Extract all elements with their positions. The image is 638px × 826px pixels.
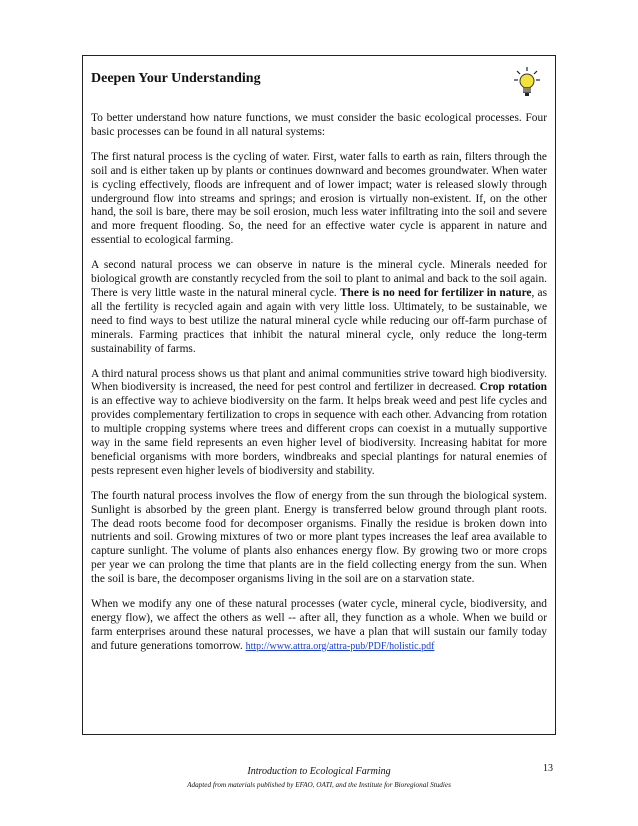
no-fertilizer-emphasis: There is no need for fertilizer in nature [339, 286, 532, 299]
water-cycle-paragraph: The first natural process is the cycling of water. First, water falls to earth as rain, filters through the soil and is either taken up by plants or continues downward and becomes groundwater. When water is cycling effectively, floods are infrequent and of lower impact; water is released slowly through underground flow into streams and springs; and erosion is virtually non-existent. If, on the other hand, the soil is bare, there may be soil erosion, much less water infiltrating into the soil and severe and more frequent flooding. So, the need for an effective water cycle is apparent in nature and essential to ecological farming. [91, 150, 547, 247]
intro-paragraph: To better understand how nature functions, we must consider the basic ecological processes. Four basic processes can be found in all natural systems: [91, 112, 547, 138]
footer-title: Introduction to Ecological Farming [247, 766, 391, 777]
biodiversity-paragraph: A third natural process shows us that plant and animal communities strive toward high biodiversity. When biodiversity is increased, the need for pest control and fertilizer in decreased. Crop rotation is an effective way to achieve biodiversity on the farm. It helps break weed and pest life cycles and provides complementary fertilization to crops in sequence with each other. Advancing from rotation to multiple cropping systems where trees and different crops can coexist in a mutually supportive way in the same field represents an even higher level of biodiversity. Increasing habitat for more beneficial organisms with more borders, windbreaks and special plantings for natural enemies of pests represent even higher levels of biodiversity and stability. [91, 367, 547, 477]
attra-link[interactable]: http://www.attra.org/attra-pub/PDF/holistic.pdf [245, 640, 435, 652]
mineral-cycle-paragraph: A second natural process we can observe in nature is the mineral cycle. Minerals needed for biological growth are constantly recycled from the soil to plant to animal and back to the soil again. There is very little waste in the natural mineral cycle. There is no need for fertilizer in nature, as all the fertility is recycled again and again with very little loss. Ultimately, to be sustainable, we need to find ways to best utilize the natural mineral cycle while reducing our off-farm purchase of minerals. Farming practices that inhibit the natural mineral cycle, only reduce the long-term sustainability of farms. [91, 259, 548, 355]
lightbulb-icon [513, 66, 541, 100]
page-number: 13 [543, 763, 553, 774]
footer-subtitle: Adapted from materials published by EFAO, OATI, and the Institute for Bioregional Studies [187, 781, 451, 789]
conclusion-paragraph: When we modify any one of these natural processes (water cycle, mineral cycle, biodiversity, and energy flow), we affect the others as well -- after all, they function as a whole. When we build or farm enterprises around these natural processes, we have a plan that will sustain our family today and future generations tomorrow. http://www.attra.org/attra-pub/PDF/holistic.pdf [91, 598, 547, 652]
energy-flow-paragraph: The fourth natural process involves the flow of energy from the sun through the biological system. Sunlight is absorbed by the green plant. Energy is transferred below ground through plant roots. The dead roots become food for decomposer organisms. Finally the residue is broken down into nutrients and soil. Growing mixtures of two or more plant types increases the leaf area available to capture sunlight. The volume of plants also enhances energy flow. By growing two or more crops per year we can prolong the time that plants are in the field collecting energy from the sun. When the soil is bare, the decomposer organisms living in the soil are on a starvation state. [91, 489, 547, 586]
info-box [82, 55, 556, 735]
box-title: Deepen Your Understanding [91, 71, 261, 86]
crop-rotation-emphasis: Crop rotation [479, 381, 547, 394]
